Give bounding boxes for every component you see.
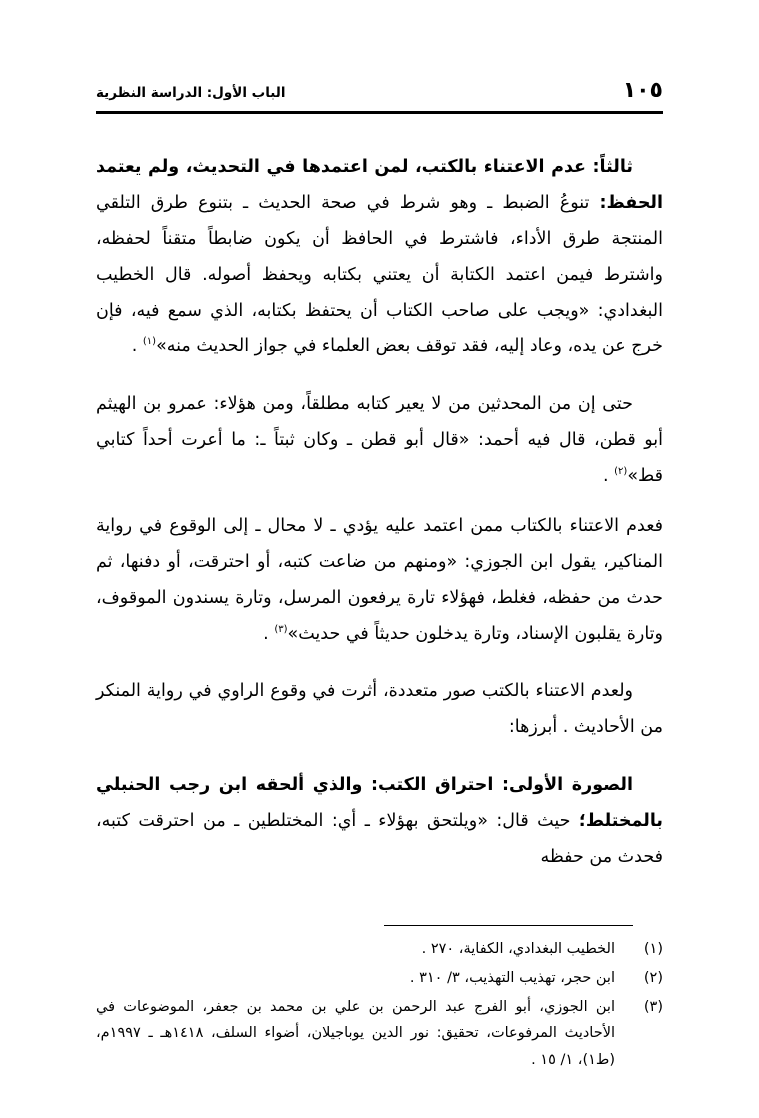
footnotes-divider: [384, 925, 633, 926]
footnote-text: ابن الجوزي، أبو الفرج عبد الرحمن بن علي بن محمد بن جعفر، الموضوعات في الأحاديث المرفوعات، تحقيق: نور الدين يوباجيلان، أضواء السلف، ١٤١٨هـ ـ ١٩٩٧م، (ط١)، ١/ ١٥ .: [96, 998, 615, 1069]
page-body: [96, 150, 663, 876]
footnote-item: [96, 965, 663, 992]
paragraph-1-text: تنوعُ الضبط ـ وهو شرط في صحة الحديث ـ بتنوع طرق التلقي المنتجة طرق الأداء، فاشترط في الحافظ أن يكون ضابطاً متقناً لحفظه، واشترط فيمن اعتمد الكتابة أن يعتني بكتابه ويحفظ أصوله. قال الخطيب البغدادي: «ويجب على صاحب الكتاب أن يحتفظ بكتابه، الذي سمع فيه، فإن خرج عن يده، وعاد إليه، فقد توقف بعض العلماء في جواز الحديث منه»: [96, 192, 663, 357]
paragraph-3-tail: .: [263, 623, 275, 644]
footnote-number: (٢): [643, 969, 663, 986]
paragraph-3-text: فعدم الاعتناء بالكتاب ممن اعتمد عليه يؤدي ـ لا محال ـ إلى الوقوع في رواية المناكير، يقول ابن الجوزي: «ومنهم من ضاعت كتبه، أو احترقت، أو دفنها، ثم حدث من حفظه، فغلط، فهؤلاء تارة يرفعون المرسل، وتارة يسندون الموقوف، وتارة يقلبون الإسناد، وتارة يدخلون حديثاً في حديث»: [96, 515, 663, 644]
footnote-text: ابن حجر، تهذيب التهذيب، ٣/ ٣١٠ .: [409, 969, 615, 986]
footnote-number: (٣): [643, 998, 663, 1015]
paragraph-spacer-2: [96, 666, 663, 674]
footnote-marker-1: (١): [142, 336, 157, 348]
paragraph-3: [96, 509, 663, 653]
paragraph-5-lead: الصورة الأولى: احتراق الكتب: والذي ألحقه ابن رجب الحنبلي بالمختلط؛: [96, 775, 663, 831]
page-header: [96, 78, 663, 109]
paragraph-1-lead: ثالثاً: عدم الاعتناء بالكتب، لمن اعتمدها في التحديث، ولم يعتمد الحفظ:: [96, 157, 663, 213]
chapter-title: الباب الأول: الدراسة النظرية: [96, 85, 286, 102]
paragraph-2-tail: .: [602, 466, 615, 486]
paragraph-2: [96, 387, 663, 495]
paragraph-1: [96, 150, 663, 365]
paragraph-4: [96, 674, 663, 746]
paragraph-spacer-3: [96, 760, 663, 768]
footnote-number: (١): [643, 940, 663, 957]
footnote-marker-2: (٢): [614, 466, 628, 478]
page-number: ١٠٥: [622, 78, 663, 103]
paragraph-1-tail: .: [131, 336, 143, 357]
paragraph-5: [96, 768, 663, 876]
footnote-marker-3: (٣): [274, 623, 288, 635]
footnote-text: الخطيب البغدادي، الكفاية، ٢٧٠ .: [421, 940, 615, 957]
footnotes-section: [96, 925, 663, 1076]
paragraph-5-text: حيث قال: «ويلتحق بهؤلاء ـ أي: المختلطين ـ من احترقت كتبه، فحدث من حفظه: [96, 811, 663, 867]
paragraph-spacer-1: [96, 379, 663, 387]
footnote-item: [96, 936, 663, 963]
header-divider: [96, 111, 663, 114]
footnote-item: [96, 994, 663, 1074]
paragraph-2-text: حتى إن من المحدثين من لا يعير كتابه مطلقاً، ومن هؤلاء: عمرو بن الهيثم أبو قطن، قال فيه أحمد: «قال أبو قطن ـ وكان ثبتاً ـ: ما أعرت أحداً كتابي قط»: [96, 394, 663, 486]
paragraph-4-text: ولعدم الاعتناء بالكتب صور متعددة، أثرت في وقوع الراوي في رواية المنكر من الأحاديث . أبرزها:: [96, 681, 663, 738]
